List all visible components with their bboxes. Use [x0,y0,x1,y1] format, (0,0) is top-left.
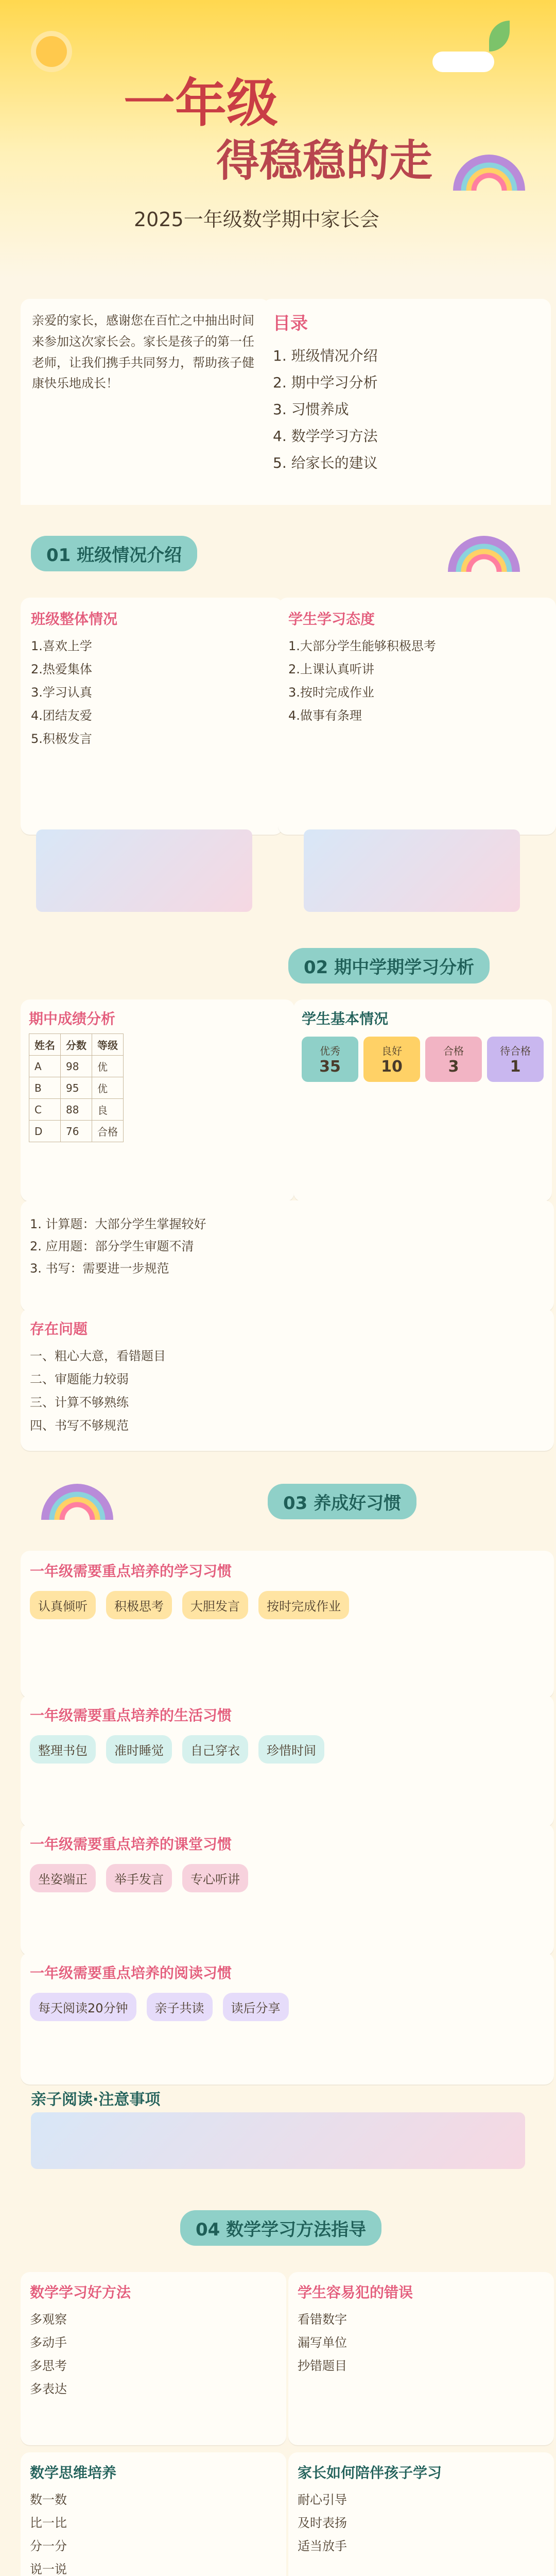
toc-item-5[interactable] [273,452,541,472]
reading-illustration [31,2112,525,2169]
toc-item-label: 班级情况介绍 [291,347,378,364]
list-item: 说一说 [30,2562,67,2576]
table-header: 分数 [61,1034,92,1056]
grade-band-item [363,1037,420,1082]
children-illustration [304,829,520,912]
list-item: 3.按时完成作业 [288,685,374,700]
section2-badge [288,948,490,984]
toc-item-3[interactable] [273,398,541,419]
section1-number: 01 [46,545,71,566]
habit-title: 一年级需要重点培养的学习习惯 [30,1563,232,1580]
grade-band-value: 3 [448,1058,459,1076]
table-cell: C [29,1099,61,1121]
method-title: 数学思维培养 [30,2464,117,2481]
list-item: 1.喜欢上学 [31,639,92,653]
method-card-3 [21,2452,286,2576]
table-cell: 76 [61,1121,92,1142]
class-overview-list [31,636,273,747]
toc-item-label: 期中学习分析 [291,374,378,391]
habit-card-3 [21,1824,554,1956]
grade-band-item [425,1037,482,1082]
toc-item-4[interactable] [273,425,541,446]
grade-band-label: 合格 [443,1045,464,1057]
list-item: 3.学习认真 [31,685,92,700]
table-cell: A [29,1056,61,1077]
method-card-2 [288,2272,554,2445]
table-row [29,1099,124,1121]
habit-card-2 [21,1695,554,1827]
table-cell: D [29,1121,61,1142]
toc-title: 目录 [273,313,308,334]
section3-title: 养成好习惯 [314,1493,402,1514]
habit-title: 一年级需要重点培养的阅读习惯 [30,1964,232,1981]
toc-item-no: 5. [273,454,287,471]
cloud-decoration [432,52,494,72]
intro-page [0,289,556,505]
toc-item-no: 3. [273,401,287,418]
list-item: 漏写单位 [298,2335,347,2350]
method-card-1 [21,2272,286,2445]
section3-badge [268,1484,416,1519]
intro-text: 亲爱的家长，感谢您在百忙之中抽出时间来参加这次家长会。家长是孩子的第一任老师，让我们携手共同努力，帮助孩子健康快乐地成长！ [32,313,254,391]
table-cell: 优 [92,1077,124,1099]
cover-page [0,0,556,278]
habit-title: 一年级需要重点培养的生活习惯 [30,1707,232,1724]
section3-page [0,1463,556,2184]
section2-page [0,938,556,1453]
cover-subtitle: 2025一年级数学期中家长会 [134,208,379,231]
habit-pill: 准时睡觉 [106,1735,172,1764]
list-item: 看错数字 [298,2312,347,2327]
section1-title: 班级情况介绍 [77,545,182,566]
table-cell: 合格 [92,1121,124,1142]
section4-page [0,2195,556,2576]
table-header: 等级 [92,1034,124,1056]
study-attitude-list [288,636,546,723]
table-cell: 95 [61,1077,92,1099]
list-item: 多思考 [30,2359,67,2373]
method-card-4 [288,2452,554,2576]
toc-item-label: 习惯养成 [291,401,349,418]
score-table [29,1033,124,1142]
grade-band-value: 10 [381,1058,403,1076]
method-title: 数学学习好方法 [30,2284,131,2301]
toc-item-label: 数学学习方法 [291,428,378,445]
score-table-card [21,999,294,1201]
list-item: 分一分 [30,2539,67,2553]
grade-band-title: 学生基本情况 [302,1010,389,1027]
habit-pill: 积极思考 [106,1591,172,1619]
list-item: 数一数 [30,2493,67,2507]
grade-band-label: 优秀 [320,1045,340,1057]
list-item: 5.积极发言 [31,732,92,746]
toc-item-no: 1. [273,347,287,364]
list-item: 适当放手 [298,2539,347,2553]
habit-pill: 认真倾听 [30,1591,96,1619]
table-cell: 98 [61,1056,92,1077]
toc-item-no: 4. [273,428,287,445]
list-item: 多观察 [30,2312,67,2327]
section4-badge [180,2210,381,2246]
habit-pill: 按时完成作业 [258,1591,349,1619]
rainbow-decoration [41,1484,113,1520]
section4-number: 04 [196,2219,220,2240]
method-title: 家长如何陪伴孩子学习 [298,2464,442,2481]
problem-card [21,1309,554,1451]
score-table-title: 期中成绩分析 [29,1010,116,1027]
rainbow-decoration [453,155,525,191]
table-cell: 优 [92,1056,124,1077]
list-item: 4.做事有条理 [288,708,362,723]
list-item: 4.团结友爱 [31,708,92,723]
grade-band-item [487,1037,544,1082]
section1-page [0,515,556,927]
list-item: 及时表扬 [298,2516,347,2530]
habit-pill: 大胆发言 [182,1591,248,1619]
table-row [29,1077,124,1099]
habit-pill: 专心听讲 [182,1864,248,1892]
class-photo [36,829,252,912]
leaf-decoration [489,21,510,52]
list-item: 2.上课认真听讲 [288,662,374,676]
note-line: 1. 计算题：大部分学生掌握较好 [30,1217,206,1231]
section2-title: 期中学期学习分析 [334,957,475,978]
habit-title: 一年级需要重点培养的课堂习惯 [30,1836,232,1853]
reading-title: 亲子阅读·注意事项 [31,2091,161,2109]
list-item: 多表达 [30,2382,67,2396]
rainbow-decoration [448,536,520,572]
habit-pill: 举手发言 [106,1864,172,1892]
toc-card [263,299,551,505]
cover-title-line2: 得稳稳的走 [216,135,433,186]
table-row [29,1056,124,1077]
habit-pill: 自己穿衣 [182,1735,248,1764]
study-attitude-title: 学生学习态度 [288,611,375,628]
habit-pill: 坐姿端正 [30,1864,96,1892]
list-item: 多动手 [30,2335,67,2350]
problem-item: 二、审题能力较弱 [30,1372,129,1386]
habit-pill: 珍惜时间 [258,1735,324,1764]
toc-item-no: 2. [273,374,287,391]
list-item: 抄错题目 [298,2359,347,2373]
table-cell: 88 [61,1099,92,1121]
note-line: 2. 应用题：部分学生审题不清 [30,1239,194,1253]
section3-number: 03 [283,1493,308,1514]
grade-band-label: 良好 [381,1045,402,1057]
grade-band-value: 35 [319,1058,341,1076]
habit-card-4 [21,1953,554,2084]
table-header: 姓名 [29,1034,61,1056]
grade-band-card [293,999,552,1201]
habit-pill: 每天阅读20分钟 [30,1993,136,2021]
habit-card-1 [21,1551,554,1698]
habit-pill: 亲子共读 [147,1993,213,2021]
grade-band-item [302,1037,358,1082]
toc-item-label: 给家长的建议 [291,454,378,471]
toc-item-2[interactable] [273,371,541,392]
habit-pill: 读后分享 [223,1993,289,2021]
class-overview-title: 班级整体情况 [31,611,118,628]
sun-decoration [36,36,67,67]
section4-title: 数学学习方法指导 [226,2219,367,2240]
grade-band-label: 待合格 [500,1045,531,1057]
toc-item-1[interactable] [273,345,541,365]
problem-title: 存在问题 [30,1320,88,1337]
problem-item: 三、计算不够熟练 [30,1395,129,1410]
list-item: 2.热爱集体 [31,662,92,676]
section2-number: 02 [304,957,328,978]
problem-item: 四、书写不够规范 [30,1418,129,1433]
study-attitude-card [278,598,556,835]
list-item: 耐心引导 [298,2493,347,2507]
table-row [29,1121,124,1142]
list-item: 比一比 [30,2516,67,2530]
grade-band-value: 1 [510,1058,521,1076]
problem-item: 一、粗心大意，看错题目 [30,1349,166,1363]
section1-badge [31,536,197,571]
class-overview-card [21,598,283,835]
method-title: 学生容易犯的错误 [298,2284,413,2301]
table-cell: B [29,1077,61,1099]
analysis-notes-card [21,1200,554,1312]
table-cell: 良 [92,1099,124,1121]
intro-card [21,299,270,505]
list-item: 1.大部分学生能够积极思考 [288,639,436,653]
cover-title-line1: 一年级 [124,73,278,133]
habit-pill: 整理书包 [30,1735,96,1764]
note-line: 3. 书写：需要进一步规范 [30,1261,169,1276]
